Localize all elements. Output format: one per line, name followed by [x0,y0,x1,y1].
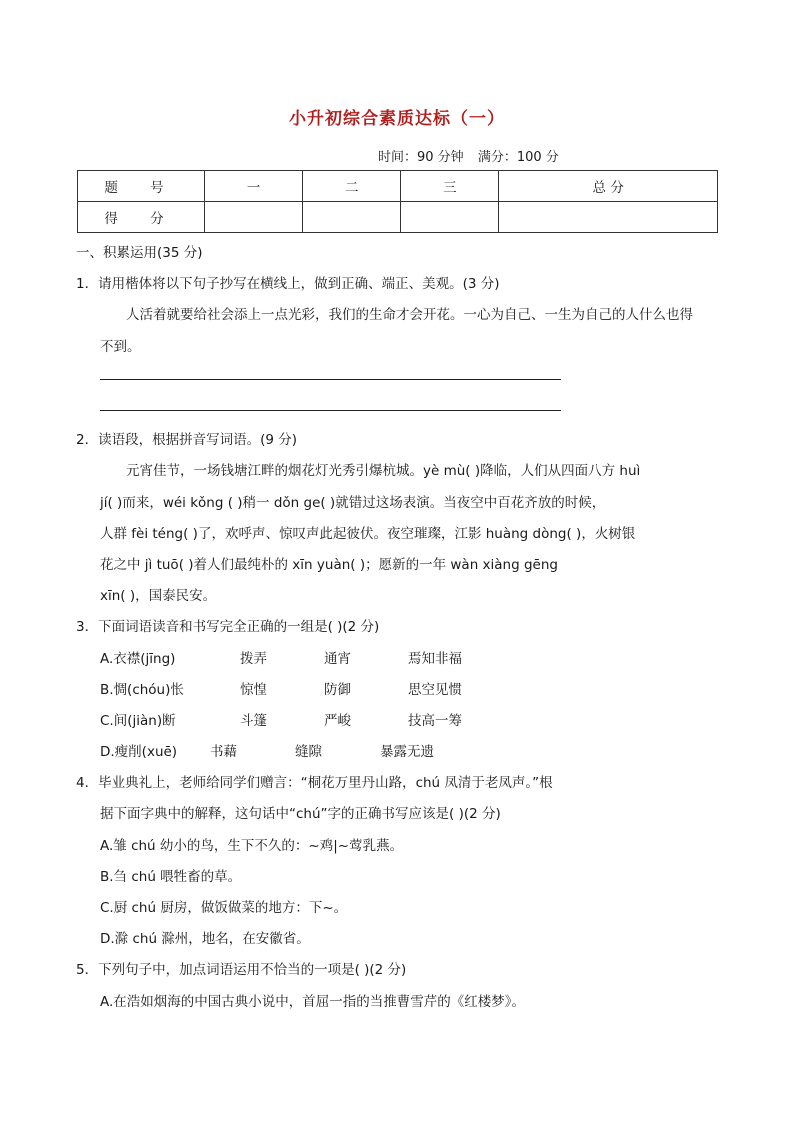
question-1-text-line1: 人活着就要给社会添上一点光彩，我们的生命才会开花。一心为自己、一生为自己的人什么也得 [126,307,693,323]
page-title: 小升初综合素质达标（一） [289,109,505,129]
exam-meta [378,146,569,165]
header-cell-part2: 二 [303,171,401,202]
option-a-word-2: 拨弄 [240,651,267,667]
score-table [77,170,718,233]
score-cell-part1[interactable] [205,202,303,233]
option-a-word-4: 焉知非福 [408,651,462,667]
option-d-word-4: 暴露无遗 [380,744,434,760]
question-1-text-line2: 不到。 [100,339,141,355]
header-cell-label: 题 号 [78,171,205,202]
option-c-word-3: 严峻 [324,713,351,729]
option-b-word-1: B.惆(chóu)怅 [100,682,184,698]
question-4-option-b: B.刍 chú 喂牲畜的草。 [100,869,242,885]
question-5-option-a: A.在浩如烟海的中国古典小说中，首屈一指的当推曹雪芹的《红楼梦》。 [100,994,526,1010]
question-2-passage-line3: 人群 fèi téng( )了，欢呼声、惊叹声此起彼伏。夜空璀璨，江影 huàng dòng( )，火树银 [100,526,636,542]
header-cell-part1: 一 [205,171,303,202]
question-2-passage-line4: 花之中 jì tuō( )着人们最纯朴的 xīn yuàn( )；愿新的一年 wàn xiàng gēng [100,557,558,573]
question-2-stem: 2．读语段，根据拼音写词语。(9 分) [76,432,298,448]
section-heading: 一、积累运用(35 分) [76,245,203,261]
option-c-word-1: C.间(jiàn)断 [100,713,176,729]
score-table-score-row [78,202,718,233]
score-cell-total[interactable] [499,202,718,233]
option-b-word-4: 思空见惯 [408,682,462,698]
option-d-word-1: D.瘦削(xuē) [100,744,178,760]
full-score: 满分：100 分 [477,150,559,165]
score-cell-part2[interactable] [303,202,401,233]
writing-line-1[interactable] [100,379,561,380]
time-limit: 时间：90 分钟 [378,150,464,165]
header-cell-total: 总 分 [499,171,718,202]
option-d-word-3: 缝隙 [295,744,322,760]
header-cell-part3: 三 [401,171,499,202]
score-row-label: 得 分 [78,202,205,233]
question-2-passage-line1: 元宵佳节，一场钱塘江畔的烟花灯光秀引爆杭城。yè mù( )降临，人们从四面八方 huì [126,463,641,479]
option-b-word-3: 防御 [324,682,351,698]
question-3-stem: 3．下面词语读音和书写完全正确的一组是( )(2 分) [76,619,380,635]
option-c-word-2: 斗篷 [240,713,267,729]
question-4-option-c: C.厨 chú 厨房，做饭做菜的地方：下~。 [100,900,348,916]
question-5-stem: 5．下列句子中，加点词语运用不恰当的一项是( )(2 分) [76,962,407,978]
writing-line-2[interactable] [100,410,561,411]
option-c-word-4: 技高一筹 [408,713,462,729]
question-4-stem-line2: 据下面字典中的解释，这句话中“chú”字的正确书写应该是( )(2 分) [100,806,501,822]
score-cell-part3[interactable] [401,202,499,233]
option-a-word-1: A.衣襟(jīng) [100,651,176,667]
option-b-word-2: 惊惶 [240,682,267,698]
question-4-option-d: D.滁 chú 滁州，地名，在安徽省。 [100,931,310,947]
question-4-stem-line1: 4．毕业典礼上，老师给同学们赠言：“桐花万里丹山路，chú 凤清于老凤声。”根 [76,775,553,791]
question-2-passage-line2: jí( )而来，wéi kǒng ( )稍一 dǒn ge( )就错过这场表演。当夜空中百花齐放的时候， [100,495,606,511]
score-table-header-row [78,171,718,202]
option-a-word-3: 通宵 [324,651,351,667]
question-4-option-a: A.雏 chú 幼小的鸟，生下不久的：~鸡|~莺乳燕。 [100,838,404,854]
question-2-passage-line5: xīn( )，国泰民安。 [100,588,217,604]
question-1-stem: 1．请用楷体将以下句子抄写在横线上，做到正确、端正、美观。(3 分) [76,276,500,292]
option-d-word-2: 书藉 [210,744,237,760]
